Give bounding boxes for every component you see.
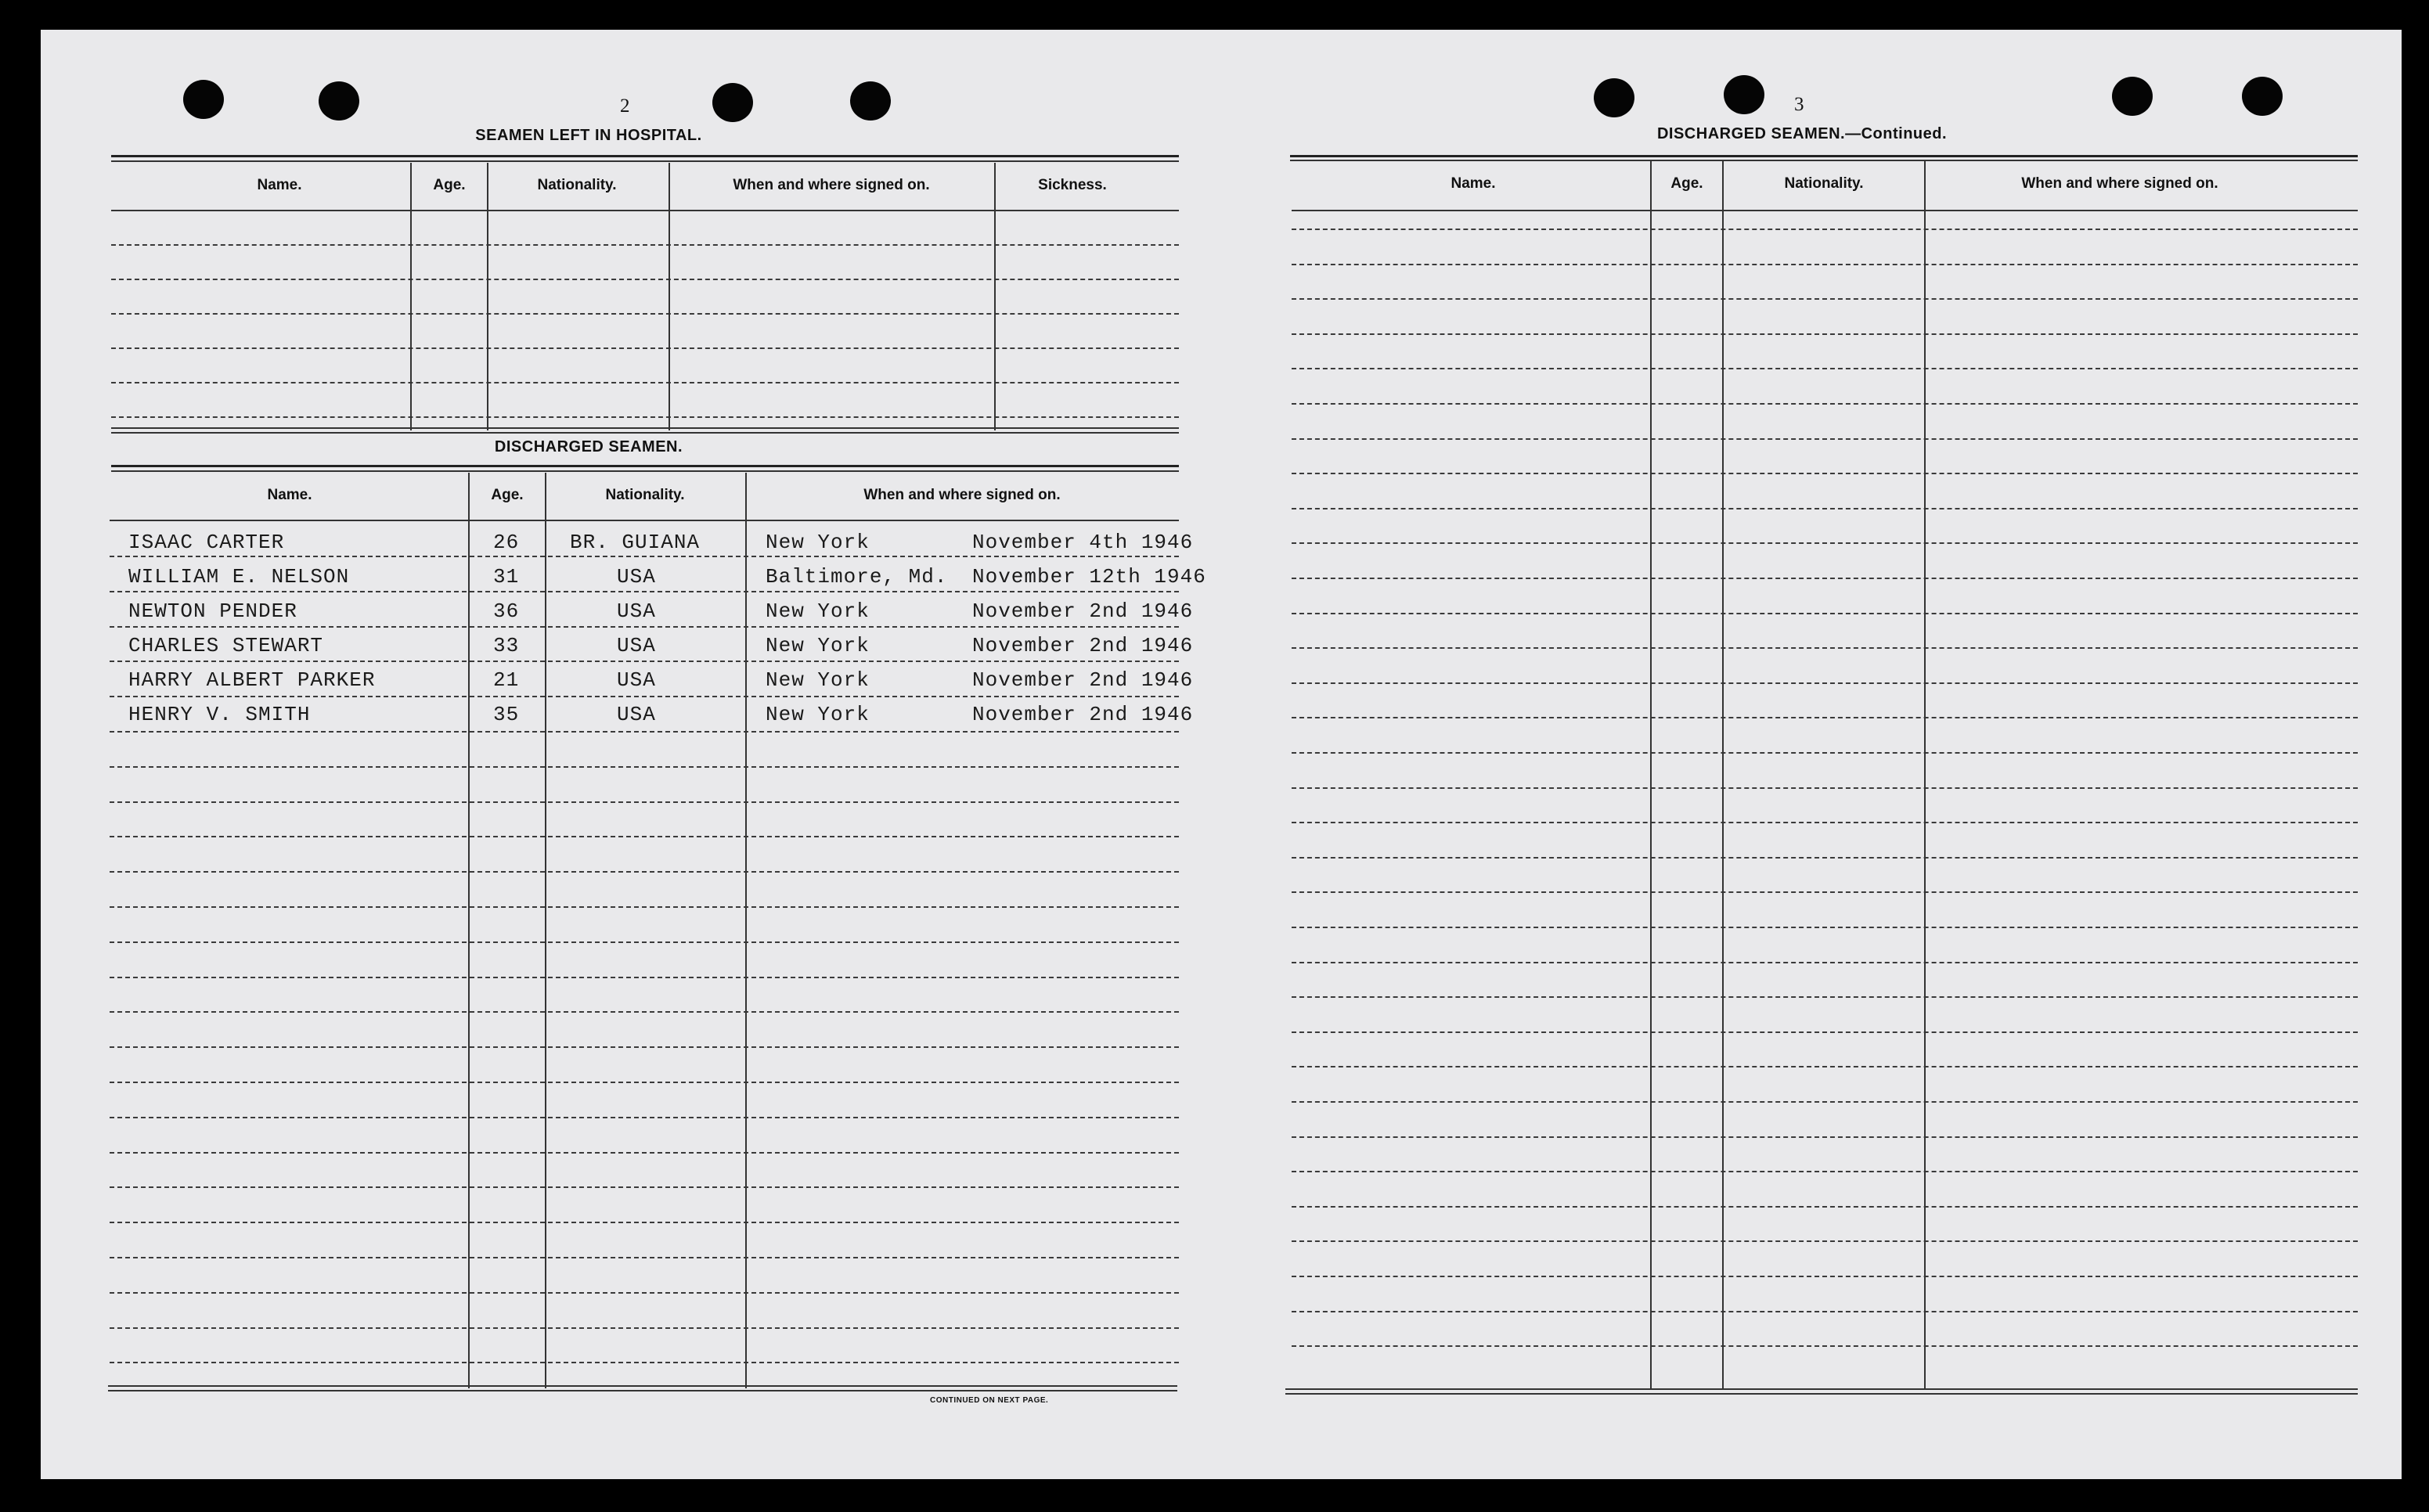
row-rule: [1292, 368, 2358, 369]
signed-on-place: New York: [766, 668, 870, 692]
row-rule: [1292, 822, 2358, 823]
row-rule: [111, 382, 1179, 383]
seaman-nationality: USA: [617, 703, 656, 726]
rule: [1285, 1388, 2358, 1390]
seaman-age: 35: [493, 703, 520, 726]
row-rule: [1292, 682, 2358, 684]
rule: [111, 155, 1179, 157]
rule: [108, 1390, 1177, 1391]
row-rule: [1292, 996, 2358, 998]
punch-hole: [850, 81, 891, 121]
row-rule: [1292, 1171, 2358, 1172]
seaman-nationality: USA: [617, 634, 656, 657]
col-nationality: Nationality.: [537, 177, 617, 193]
col-nationality: Nationality.: [605, 487, 685, 503]
row-rule: [1292, 752, 2358, 754]
row-rule: [1292, 927, 2358, 928]
punch-hole: [319, 81, 359, 121]
right-page-number: 3: [1794, 94, 1804, 115]
row-rule: [110, 626, 1179, 628]
rule: [108, 1385, 1177, 1387]
column-divider: [994, 163, 996, 430]
col-name: Name.: [1451, 175, 1496, 192]
column-divider: [468, 473, 470, 1388]
row-rule: [1292, 333, 2358, 335]
row-rule: [1292, 473, 2358, 474]
row-rule: [1292, 438, 2358, 440]
signed-on-place: New York: [766, 703, 870, 726]
seaman-name: CHARLES STEWART: [128, 634, 324, 657]
row-rule: [110, 801, 1179, 803]
row-rule: [1292, 578, 2358, 579]
row-rule: [1292, 1206, 2358, 1208]
punch-hole: [1724, 75, 1764, 114]
col-nationality: Nationality.: [1784, 175, 1864, 192]
column-divider: [1722, 161, 1724, 1388]
row-rule: [110, 1082, 1179, 1083]
column-divider: [410, 163, 412, 430]
row-rule: [1292, 1311, 2358, 1312]
row-rule: [110, 1222, 1179, 1223]
row-rule: [1292, 647, 2358, 649]
row-rule: [111, 279, 1179, 280]
seaman-age: 33: [493, 634, 520, 657]
seaman-age: 26: [493, 531, 520, 554]
row-rule: [1292, 264, 2358, 265]
row-rule: [110, 1152, 1179, 1154]
row-rule: [1292, 1066, 2358, 1067]
row-rule: [110, 871, 1179, 873]
col-signed-on: When and where signed on.: [733, 177, 930, 193]
seaman-age: 31: [493, 565, 520, 589]
punch-hole: [1594, 78, 1634, 117]
seaman-name: HENRY V. SMITH: [128, 703, 311, 726]
header-rule: [111, 210, 1179, 211]
row-rule: [1292, 891, 2358, 893]
row-rule: [110, 696, 1179, 697]
row-rule: [110, 1011, 1179, 1013]
column-divider: [1924, 161, 1926, 1388]
col-age: Age.: [491, 487, 524, 503]
column-divider: [669, 163, 670, 430]
col-signed-on: When and where signed on.: [863, 487, 1061, 503]
row-rule: [1292, 1276, 2358, 1277]
row-rule: [110, 906, 1179, 908]
row-rule: [111, 416, 1179, 418]
rule: [1290, 155, 2358, 157]
row-rule: [1292, 717, 2358, 718]
row-rule: [110, 1186, 1179, 1188]
rule: [111, 432, 1179, 434]
row-rule: [110, 556, 1179, 557]
seaman-name: ISAAC CARTER: [128, 531, 285, 554]
seaman-age: 36: [493, 599, 520, 623]
rule: [1285, 1393, 2358, 1395]
signed-on-place: New York: [766, 599, 870, 623]
rule: [1290, 160, 2358, 161]
left-page-number: 2: [620, 95, 630, 117]
seaman-nationality: BR. GUIANA: [570, 531, 701, 554]
punch-hole: [2242, 77, 2283, 116]
rule: [111, 160, 1179, 162]
row-rule: [110, 1292, 1179, 1294]
seaman-name: WILLIAM E. NELSON: [128, 565, 350, 589]
row-rule: [1292, 508, 2358, 509]
row-rule: [110, 941, 1179, 943]
seaman-nationality: USA: [617, 599, 656, 623]
row-rule: [110, 766, 1179, 768]
hospital-section-title: SEAMEN LEFT IN HOSPITAL.: [475, 127, 702, 144]
signed-on-date: November 4th 1946: [972, 531, 1194, 554]
column-divider: [1650, 161, 1652, 1388]
row-rule: [1292, 542, 2358, 544]
row-rule: [1292, 1345, 2358, 1347]
column-divider: [745, 473, 747, 1388]
row-rule: [1292, 1240, 2358, 1242]
row-rule: [110, 836, 1179, 837]
signed-on-date: November 2nd 1946: [972, 599, 1194, 623]
right-section-title: DISCHARGED SEAMEN.—Continued.: [1656, 125, 1948, 142]
signed-on-date: November 2nd 1946: [972, 703, 1194, 726]
column-divider: [545, 473, 546, 1388]
header-rule: [1292, 210, 2358, 211]
signed-on-place: Baltimore, Md.: [766, 565, 948, 589]
seaman-age: 21: [493, 668, 520, 692]
row-rule: [110, 731, 1179, 733]
row-rule: [110, 1257, 1179, 1258]
row-rule: [1292, 613, 2358, 614]
rule: [111, 470, 1179, 472]
row-rule: [111, 347, 1179, 349]
rule: [111, 465, 1179, 467]
row-rule: [110, 661, 1179, 662]
punch-hole: [183, 80, 224, 119]
row-rule: [1292, 857, 2358, 859]
row-rule: [110, 1046, 1179, 1048]
row-rule: [1292, 1136, 2358, 1138]
row-rule: [111, 313, 1179, 315]
row-rule: [110, 1362, 1179, 1363]
row-rule: [1292, 229, 2358, 230]
row-rule: [1292, 403, 2358, 405]
seaman-name: NEWTON PENDER: [128, 599, 297, 623]
punch-hole: [712, 83, 753, 122]
row-rule: [1292, 962, 2358, 963]
header-rule: [110, 520, 1179, 521]
seaman-nationality: USA: [617, 668, 656, 692]
row-rule: [110, 1327, 1179, 1329]
row-rule: [1292, 1031, 2358, 1033]
signed-on-place: New York: [766, 531, 870, 554]
seaman-nationality: USA: [617, 565, 656, 589]
col-sickness: Sickness.: [1038, 177, 1107, 193]
col-age: Age.: [1670, 175, 1703, 192]
row-rule: [1292, 1101, 2358, 1103]
row-rule: [110, 591, 1179, 592]
col-signed-on: When and where signed on.: [2021, 175, 2218, 192]
signed-on-date: November 2nd 1946: [972, 634, 1194, 657]
row-rule: [110, 977, 1179, 978]
signed-on-date: November 12th 1946: [972, 565, 1206, 589]
seaman-name: HARRY ALBERT PARKER: [128, 668, 376, 692]
col-name: Name.: [257, 177, 302, 193]
continued-note: CONTINUED ON NEXT PAGE.: [930, 1396, 1049, 1405]
row-rule: [111, 244, 1179, 246]
document-sheet: [41, 30, 2402, 1479]
row-rule: [1292, 298, 2358, 300]
discharged-section-title: DISCHARGED SEAMEN.: [494, 438, 683, 455]
row-rule: [110, 1117, 1179, 1118]
signed-on-date: November 2nd 1946: [972, 668, 1194, 692]
rule: [111, 427, 1179, 429]
row-rule: [1292, 787, 2358, 789]
col-age: Age.: [433, 177, 466, 193]
punch-hole: [2112, 77, 2153, 116]
signed-on-place: New York: [766, 634, 870, 657]
col-name: Name.: [267, 487, 312, 503]
column-divider: [487, 163, 488, 430]
